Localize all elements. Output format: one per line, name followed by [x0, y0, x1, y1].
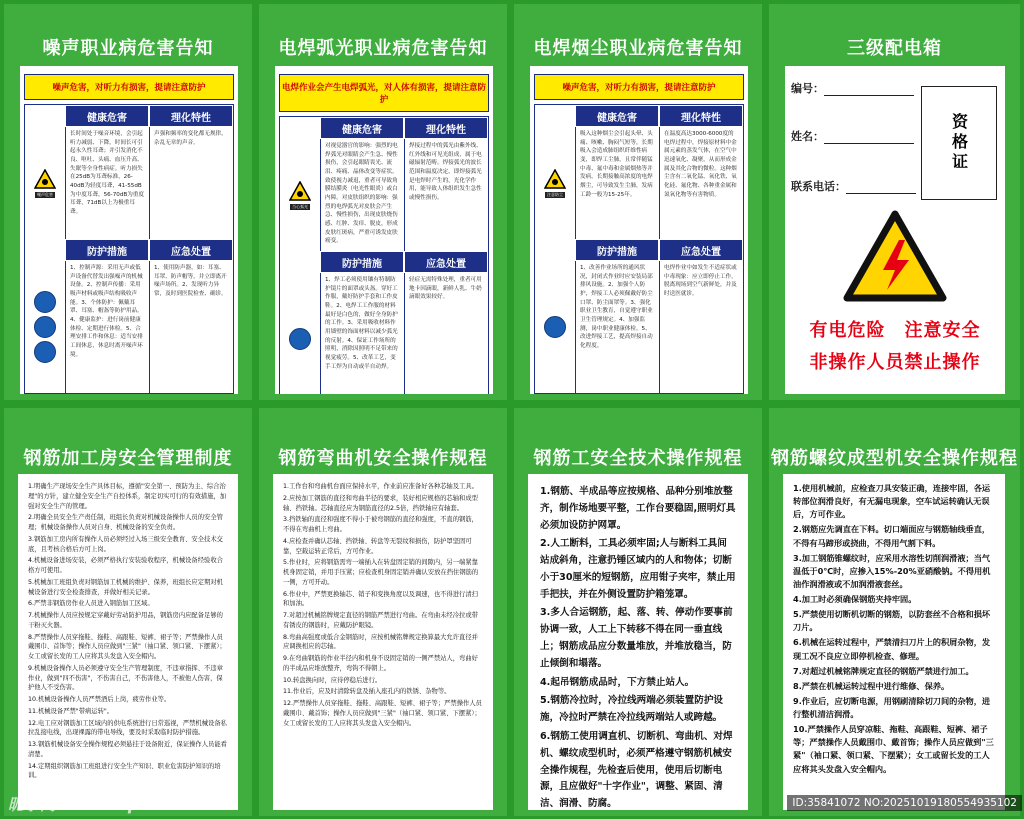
rebar-worker-rules-panel: [514, 408, 762, 816]
properties-text: 声强和频率的变化都无规律，杂乱无章的声音。: [154, 131, 227, 146]
panel-title: 钢筋工安全技术操作规程: [533, 448, 743, 469]
phone-label: 联系电话：: [791, 180, 846, 193]
rule-item: 7.对超过机械铭牌规定直径的钢筋严禁进行加工。: [793, 665, 974, 676]
hazard-caption: 当心弧光: [292, 203, 308, 209]
rule-item: 8.弯曲高强度或低合金钢筋时，应按机械铭牌规定换算最大允许直径并应调换相应的芯轴。: [283, 633, 478, 651]
number-label: 编号：: [791, 82, 824, 95]
rules-card: [783, 474, 1005, 810]
warning-banner: 噪声危害，对听力有损害，提请注意防护: [534, 74, 744, 100]
emergency-header: 应急处置: [404, 251, 488, 273]
panel-title: 钢筋螺纹成型机安全操作规程: [771, 448, 1018, 469]
rule-item: 6.作业中，严禁更换轴芯、销子和变换角度以及调速，也不得进行清扫和加油。: [283, 590, 478, 608]
rule-item: 3.加工钢筋锥螺纹时，应采用水溶性切削润滑液；当气温低于0℃时，应掺入15%-20%亚硝酸钠。不得用机油作润滑液或不加润滑液套丝。: [793, 552, 991, 589]
health-hazard-header: 健康危害: [320, 117, 404, 139]
panel-title: 三级配电箱: [847, 38, 942, 59]
hazard-card: [530, 66, 748, 394]
warning-banner: 电焊作业会产生电焊弧光，对人体有损害，提请注意防护: [279, 74, 489, 112]
rule-item: 13.钢筋机械设备安全操作规程必须悬挂于设备附近，保证操作人员能看清楚。: [28, 741, 227, 758]
distribution-box-panel: [769, 4, 1020, 400]
emergency-text: 1、使用防声器，如：耳塞、耳罩、防声帽等，并立即离开噪声场所。2、发现听力异常，及时到医院检查、确诊。: [154, 265, 227, 297]
rule-item: 1.明确生产现场安全生产具体目标，遵循"安全第一、预防为主、综合治理"的方针，建立健全安全生产自控体系，制定切实可行的有效措施，加强对安全生产的管理。: [28, 483, 227, 510]
phone-field: [791, 178, 916, 194]
ear-plug-icon: [34, 316, 56, 338]
health-hazard-header: 健康危害: [575, 105, 659, 127]
rule-item: 12.电工应对钢筋加工区域内的供电系统进行日常巡视，严禁机械设备私拉乱接电线，出现裸露的带电导线，要及时采取临时防护措施。: [28, 719, 227, 737]
panel-title: 钢筋弯曲机安全操作规程: [278, 448, 488, 469]
rule-item: 2.应按加工钢筋的直径和弯曲半径的要求，装好相应规格的芯轴和成型轴、挡铁轴。芯轴直径应为钢筋直径的2.5倍，挡铁轴应有轴套。: [283, 494, 478, 512]
hazard-caption: 噪声危害: [37, 191, 53, 197]
rule-item: 3.挡铁轴的直径和强度不得小于被弯钢筋的直径和强度，不直的钢筋，不得在弯曲机上弯曲。: [283, 516, 478, 533]
noise-warning-icon: [34, 169, 56, 189]
bending-machine-rules-panel: [259, 408, 507, 816]
emergency-text: 轻症无需特殊处理，重者可用地卡因滴眼，新鲜人乳、牛奶滴眼效果较好。: [409, 277, 482, 301]
protection-text: 1、控制声源：采用无声或低声设备代替发出强噪声的机械设备。2、控制声传播：采用吸声材料或吸声结构吸收声能。3、个体防护：佩戴耳罩、耳塞、帽盔等防护用品。4、健康监护：进行岗前健康体检、定期进行体检。5、合理安排工作和休息：适当安排工间休息，休息时离开噪声环境。: [66, 261, 150, 393]
rules-list: [783, 474, 1005, 786]
name-field: [791, 128, 914, 144]
certificate-label: 资格证: [949, 113, 969, 173]
rule-item: 11.作业后，应及时清除转盘及插入座孔内的铁锈、杂物等。: [283, 688, 451, 696]
health-hazard-header: 健康危害: [65, 105, 149, 127]
rules-card: [528, 474, 748, 810]
rebar-room-rules-panel: [4, 408, 252, 816]
warning-banner: 噪声危害，对听力有损害，提请注意防护: [24, 74, 234, 100]
rules-list: [18, 474, 238, 791]
rule-item: 6.机械在运转过程中，严禁清扫刀片上的积屑杂物，发现工况不良应立即停机检查、修理。: [793, 637, 991, 661]
weld-fume-hazard-panel: [514, 4, 762, 400]
rule-item: 3.钢筋加工房内所有操作人员必须经过入场三级安全教育、安全技术交底，且考核合格后方可上岗。: [28, 535, 223, 553]
rule-item: 6.严禁非钢筋房作业人员进入钢筋加工区域。: [28, 600, 154, 608]
rule-item: 9.机械设备操作人员必须遵守安全生产管理制度，不违章指挥、不违章作业，做到"四不伤害"，不伤害自己，不伤害他人，不被他人伤害，保护他人不受伤害。: [28, 664, 223, 692]
hazard-card: [275, 66, 493, 394]
panel-title: 电焊弧光职业病危害告知: [278, 38, 488, 59]
certificate-box: [921, 86, 997, 200]
rule-item: 5.作业时，应将钢筋需弯一端插入在转盘固定销的间隙内，另一端紧靠机身固定销，并用手压紧；应检查机身固定销并确认安放在挡住钢筋的一侧，方可开动。: [283, 559, 479, 586]
rule-item: 2.钢筋应先调直在下料。切口端面应与钢筋轴线垂直，不得有马蹄形或挠曲，不得用气割下料。: [793, 524, 991, 548]
rule-item: 3.多人合运钢筋，起、落、转、停动作要事前协调一致，人工上下转移不得在同一垂直线上；钢筋成品应分数量堆放，并堆放稳当，防止倾倒和塌落。: [540, 607, 733, 669]
properties-text: 焊接过程中的弧光由紫外线、红外线和可见光组成，属于电磁辐射范畴。焊接弧光的波长范围和温度决定，即焊接弧光是电焊时产生的，光化学作用，能导致人体组织发生急性或慢性损伤。: [409, 143, 482, 201]
rule-item: 8.严禁操作人员穿拖鞋、拖鞋、高跟鞋、短裤、裙子等；严禁操作人员戴围巾、首饰等；操作人员应做到"三紧"（袖口紧、领口紧、下摆紧）；女工或留长发的工人应将其头发盘入安全帽内。: [28, 633, 226, 660]
rule-item: 14.定期组织钢筋加工班组进行安全生产知识、职业危害防护知识的培训。: [28, 762, 221, 780]
rule-item: 7.对超过机械铭牌规定直径的钢筋严禁进行弯曲。在弯曲未经冷拉或带有锈皮的钢筋时，应戴防护眼镜。: [283, 612, 478, 629]
rule-item: 9.作业后，应切断电源，用钢刷清除切刀间的杂物，进行整机清洁润滑。: [793, 695, 991, 719]
rule-item: 9.在弯曲钢筋的作业半径内和机身不设固定销的一侧严禁站人，弯曲好的半成品应堆放整齐，弯钩不得朝上。: [283, 655, 478, 672]
dust-mask-icon: [544, 316, 566, 338]
danger-warning: 有电危险 注意安全: [809, 320, 981, 341]
name-label: 姓名：: [791, 130, 824, 143]
rule-item: 11.机械设备严禁"带病运转"。: [28, 707, 114, 715]
rule-item: 6.钢筋工使用调直机、切断机、弯曲机、对焊机、螺纹成型机时，必须严格遵守钢筋机械安全操作规程，先检查后使用，使用后切断电源，且应做好"十字作业"，调整、紧固、清洁、润滑、防腐。: [540, 730, 733, 810]
work-clothes-icon: [34, 341, 56, 363]
rule-item: 8.严禁在机械运转过程中进行维修、保养。: [793, 680, 950, 691]
panel-title: 钢筋加工房安全管理制度: [23, 448, 233, 469]
thread-machine-rules-panel: [769, 408, 1020, 816]
noise-hazard-panel: [4, 4, 252, 400]
ear-protection-icon: [34, 291, 56, 313]
rules-list: [273, 474, 493, 738]
distribution-card: [785, 66, 1005, 394]
rules-card: [273, 474, 493, 810]
protection-header: 防护措施: [575, 239, 659, 261]
rule-item: 4.机械设备进场安装，必须严格执行安装验收程序，机械设备经验收合格方可使用。: [28, 557, 223, 574]
number-field: [791, 80, 914, 96]
rule-item: 7.机械操作人员应按规定穿戴好劳动防护用品，钢筋房内应配备足够的干粉灭火器。: [28, 612, 223, 629]
properties-header: 理化特性: [149, 105, 233, 127]
emergency-text: 电焊作业中如发生不适症状或中毒现象：应立即停止工作，脱离现场到空气新鲜处，并及时送医就诊。: [664, 265, 737, 297]
rule-item: 12.严禁操作人员穿拖鞋、拖鞋、高跟鞋、短裤、裙子等；严禁操作人员戴围巾、戴首饰；操作人员应做到"三紧"（袖口紧、领口紧、下摆紧）；女工或留长发的工人应将其头发盘入安全帽内。: [283, 700, 482, 727]
rule-item: 4.应检查并确认芯轴、挡铁轴、转盘等无裂纹和损伤，防护罩坚固可靠，空载运转正常后，方可作业。: [283, 537, 472, 555]
hazard-caption: 注意防尘: [547, 191, 563, 197]
hazard-card: [20, 66, 238, 394]
protection-header: 防护措施: [65, 239, 149, 261]
protection-text: 1、改善作业场所的通风状况，封闭式作业时应安装局部排风设施。2、加强个人防护，焊接工人必须佩戴好防尘口罩、防尘面罩等。3、强化职业卫生教育，自觉遵守职业卫生管理规定。4、加强监测，岗中职业健康体检。5、改进焊接工艺，提高焊接自动化程度。: [576, 261, 660, 393]
rule-item: 10.机械设备操作人员严禁酒后上岗，疲劳作业等。: [28, 696, 171, 703]
properties-text: 在温度高达3000-6000度的电焊过程中，焊接原材料中金属元素的蒸发气体，在空气中迅速氧化、凝聚，从而形成金属及其化合物的微粒。这种烟尘含有二氧化锰、氧化铁、氧化硅、氟化物、各种重金属和氮氧化物等有害物质。: [664, 131, 737, 198]
arc-light-hazard-panel: [259, 4, 507, 400]
rule-item: 5.严禁使用切断机切断的钢筋，以防套丝不合格和损坏刀片。: [793, 609, 991, 633]
emergency-header: 应急处置: [659, 239, 743, 261]
arc-light-warning-icon: [289, 181, 311, 201]
panel-title: 噪声职业病危害告知: [42, 38, 214, 59]
watermark: 昵享网 www.nipic.cn: [8, 795, 182, 814]
rule-item: 5.钢筋冷拉时，冷拉线两端必须装置防护设施，冷拉时严禁在冷拉线两端站人或跨越。: [540, 695, 724, 724]
rule-item: 4.起吊钢筋成品时，下方禁止站人。: [540, 676, 695, 688]
rule-item: 10.转盘换向时，应待停稳后进行。: [283, 676, 382, 684]
emergency-header: 应急处置: [149, 239, 233, 261]
dust-warning-icon: [544, 169, 566, 189]
protection-text: 1、焊工必须使用镶有特制防护镜片的面罩或头盔。穿好工作服，戴好防护手套和工作皮鞋。2、电焊工工作服的材料最好是白色的，做好全身防护的工作。3、采用吸收材料作用墙壁的饰面材料以减少弧光的反射。4、保证工作场所的照明，消除因照明不足带来的视觉疲劳。5、改革工艺，变手工焊为自动或半自动焊。: [321, 273, 405, 394]
rules-card: [18, 474, 238, 810]
properties-header: 理化特性: [659, 105, 743, 127]
no-unauthorized-warning: 非操作人员禁止操作: [809, 352, 981, 373]
rule-item: 4.加工时必须确保钢筋夹持牢固。: [793, 594, 917, 604]
rule-item: 10.严禁操作人员穿凉鞋、拖鞋、高跟鞋、短裤、裙子等；严禁操作人员戴围巾、戴首饰；操作人员应做到"三紧"（袖口紧、领口紧、下摆紧）；女工或留长发的工人应将其头发盘入安全帽内。: [793, 724, 994, 774]
properties-header: 理化特性: [404, 117, 488, 139]
rule-item: 2.人工断料，工具必须牢固;人与断料工具间站成斜角，注意扔锤区域内的人和物体；切断小于30厘米的短钢筋，应用钳子夹牢，禁止用手把扶，并在外侧设置防护箱笼罩。: [540, 538, 736, 600]
rule-item: 2.明确全员安全生产责任制，班组长负责对机械设备操作人员的安全管理；机械设备操作人员对自身、机械设备的安全负责。: [28, 514, 223, 531]
face-shield-icon: [289, 328, 311, 350]
rule-item: 1.工作台和弯曲机台面应保持水平，作业前应准备好各种芯轴及工具。: [283, 483, 478, 490]
health-hazard-text: 吸入这种烟尘会引起头晕、头痛、咳嗽、胸闷气短等，长期吸入会造成肺组织纤维性病变，即焊工尘肺，且常伴随锰中毒、氟中毒和金属烟热等并发病。长期接触高浓度的电焊烟尘，可导致发生尘肺，发病工龄一般为15-25年。: [576, 127, 660, 239]
electric-hazard-icon: [843, 210, 947, 302]
health-hazard-text: 对视觉器官的影响：强烈的电焊弧光对眼睛会产生急、慢性损伤，会引起眼睛畏光、流泪、疼痛、晶体改变等症状，致使视力减退，重者可导致角膜结膜炎（电光性眼炎）或白内障。对皮肤组织的影响：强烈的电焊弧光对皮肤会产生急、慢性损伤，出现皮肤烧伤感、红肿、发痒、脱皮，形成皮肤红斑病，严重可诱发皮肤癌变。: [321, 139, 405, 251]
health-hazard-text: 长时间处于噪音环境，会引起听力减弱、下降，时间长可引起永久性耳聋；并引发消化不良、呕吐、头痛、血压升高、失眠等全身性病症。听力损失在25dB为耳聋标准，26-40dB为轻度耳聋，41-55dB为中度耳聋，56-70dB为重度耳聋，71dB以上为极重耳聋。: [66, 127, 150, 239]
rule-item: 5.机械加工班组负责对钢筋加工机械的维护、保养，班组长应定期对机械设备进行安全检查排查，并做好相关记录。: [28, 578, 223, 596]
panel-title: 电焊烟尘职业病危害告知: [533, 38, 743, 59]
rule-item: 1.使用机械前，应检查刀具安装正确，连接牢固，各运转部位润滑良好，有无漏电现象，空车试运转确认无误后，方可作业。: [793, 483, 991, 520]
rule-item: 1.钢筋、半成品等应按规格、品种分别堆放整齐，制作场地要平整，工作台要稳固,照明灯具必须加设防护网罩。: [540, 486, 736, 531]
rules-list: [528, 474, 748, 810]
image-id-bar: ID:35841072 NO:20251019180554935102: [787, 795, 1022, 811]
protection-header: 防护措施: [320, 251, 404, 273]
